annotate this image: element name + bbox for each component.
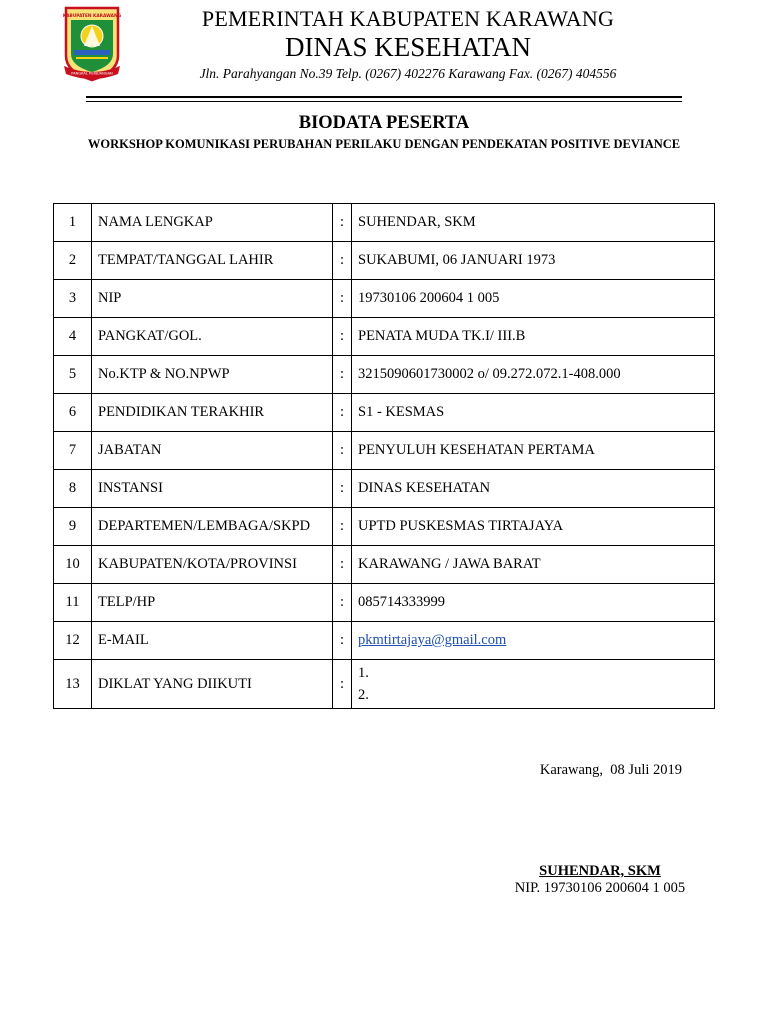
row-value: 3215090601730002 o/ 09.272.072.1-408.000: [352, 356, 715, 394]
row-value: SUKABUMI, 06 JANUARI 1973: [352, 242, 715, 280]
row-separator: :: [333, 204, 352, 242]
logo-top-text: KABUPATEN KARAWANG: [62, 14, 122, 19]
table-row: [54, 660, 715, 709]
table-row: [54, 584, 715, 622]
row-separator: :: [333, 394, 352, 432]
row-value: S1 - KESMAS: [352, 394, 715, 432]
table-row: [54, 204, 715, 242]
signature-name: SUHENDAR, SKM: [539, 863, 661, 879]
row-value-cell: [352, 660, 715, 709]
row-label: JABATAN: [92, 432, 333, 470]
table-row: [54, 280, 715, 318]
row-number: 5: [54, 356, 92, 394]
row-number: 13: [54, 660, 92, 709]
row-number: 3: [54, 280, 92, 318]
row-separator: :: [333, 584, 352, 622]
row-number: 6: [54, 394, 92, 432]
training-item: 2.: [358, 687, 369, 703]
row-label: E-MAIL: [92, 622, 333, 660]
row-value: PENATA MUDA TK.I/ III.B: [352, 318, 715, 356]
document-subtitle: WORKSHOP KOMUNIKASI PERUBAHAN PERILAKU DENGAN PENDEKATAN POSITIVE DEVIANCE: [87, 137, 681, 151]
logo-ribbon-text: PANGKAL PERJUANGAN: [71, 71, 113, 76]
row-label: KABUPATEN/KOTA/PROVINSI: [92, 546, 333, 584]
row-separator: :: [333, 356, 352, 394]
table-row: [54, 546, 715, 584]
row-separator: :: [333, 660, 352, 709]
header-rule-thin: [86, 101, 682, 102]
row-separator: :: [333, 622, 352, 660]
row-label: NIP: [92, 280, 333, 318]
row-label: DIKLAT YANG DIIKUTI: [92, 660, 333, 709]
dept-name: DINAS KESEHATAN: [284, 32, 532, 62]
biodata-table: [53, 203, 715, 709]
row-value: SUHENDAR, SKM: [352, 204, 715, 242]
row-value: KARAWANG / JAWA BARAT: [352, 546, 715, 584]
row-separator: :: [333, 546, 352, 584]
email-link[interactable]: pkmtirtajaya@gmail.com: [358, 632, 507, 648]
row-separator: :: [333, 432, 352, 470]
row-label: PANGKAT/GOL.: [92, 318, 333, 356]
table-row: [54, 318, 715, 356]
row-number: 2: [54, 242, 92, 280]
row-label: TELP/HP: [92, 584, 333, 622]
row-number: 11: [54, 584, 92, 622]
row-separator: :: [333, 508, 352, 546]
row-number: 12: [54, 622, 92, 660]
document-title: BIODATA PESERTA: [298, 113, 470, 133]
signature-nip: NIP. 19730106 200604 1 005: [514, 880, 686, 896]
row-value-cell: [352, 622, 715, 660]
row-separator: :: [333, 280, 352, 318]
row-label: NAMA LENGKAP: [92, 204, 333, 242]
table-row: [54, 508, 715, 546]
row-number: 1: [54, 204, 92, 242]
row-separator: :: [333, 242, 352, 280]
table-row: [54, 356, 715, 394]
row-number: 7: [54, 432, 92, 470]
row-label: DEPARTEMEN/LEMBAGA/SKPD: [92, 508, 333, 546]
signature-place-date: Karawang, 08 Juli 2019: [539, 762, 682, 778]
header-rule-thick: [86, 96, 682, 98]
address-line: Jln. Parahyangan No.39 Telp. (0267) 402276 Karawang Fax. (0267) 404556: [199, 66, 617, 81]
row-separator: :: [333, 470, 352, 508]
row-value: DINAS KESEHATAN: [352, 470, 715, 508]
row-label: No.KTP & NO.NPWP: [92, 356, 333, 394]
row-value: 19730106 200604 1 005: [352, 280, 715, 318]
table-row: [54, 242, 715, 280]
row-value: PENYULUH KESEHATAN PERTAMA: [352, 432, 715, 470]
row-value: UPTD PUSKESMAS TIRTAJAYA: [352, 508, 715, 546]
table-row: [54, 622, 715, 660]
table-row: [54, 394, 715, 432]
row-label: PENDIDIKAN TERAKHIR: [92, 394, 333, 432]
row-number: 9: [54, 508, 92, 546]
row-number: 10: [54, 546, 92, 584]
row-number: 8: [54, 470, 92, 508]
training-item: 1.: [358, 665, 369, 681]
row-label: INSTANSI: [92, 470, 333, 508]
row-value: 085714333999: [352, 584, 715, 622]
table-row: [54, 470, 715, 508]
row-separator: :: [333, 318, 352, 356]
org-name: PEMERINTAH KABUPATEN KARAWANG: [201, 6, 615, 31]
row-label: TEMPAT/TANGGAL LAHIR: [92, 242, 333, 280]
kabupaten-karawang-emblem-icon: [62, 6, 122, 82]
row-number: 4: [54, 318, 92, 356]
table-row: [54, 432, 715, 470]
